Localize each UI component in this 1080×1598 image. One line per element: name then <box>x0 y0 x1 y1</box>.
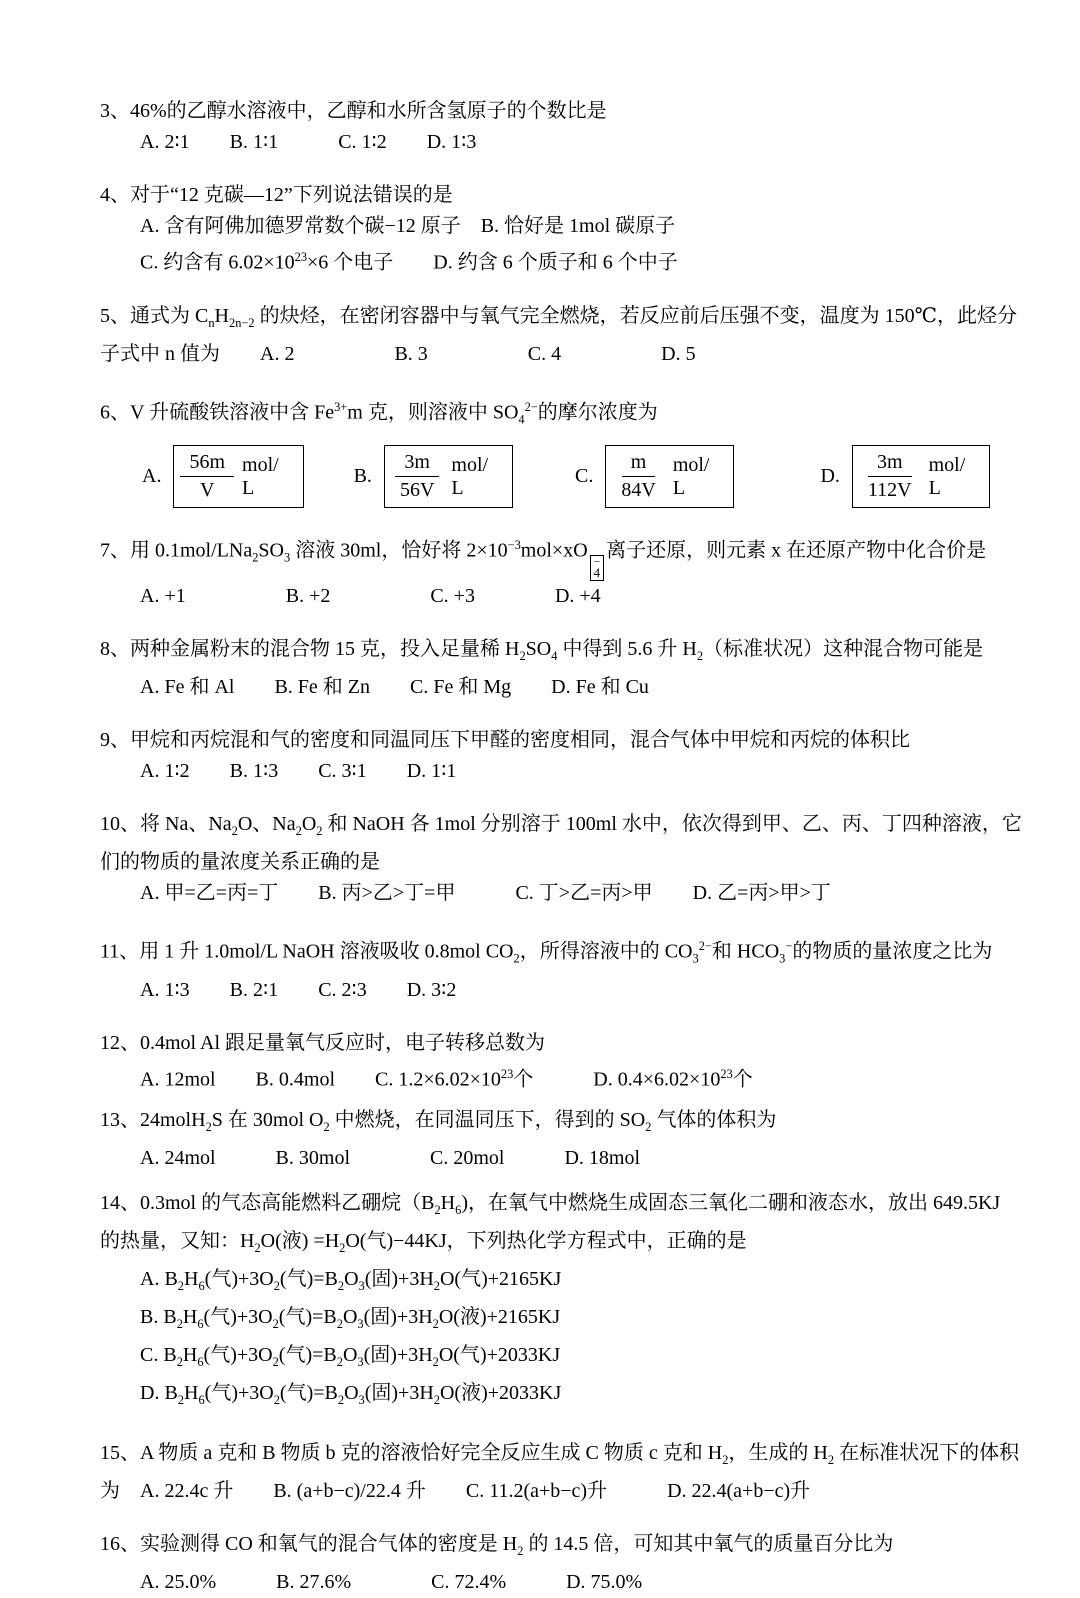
options-line: A. 1∶2 B. 1∶3 C. 3∶1 D. 1∶1 <box>140 759 457 782</box>
fraction-option <box>142 445 304 508</box>
stem-line: 8、两种金属粉末的混合物 15 克，投入足量稀 $H_2SO_4$ 中得到 5.6 升 $H_2$（标准状况）这种混合物可能是 <box>100 637 984 663</box>
options-line: A. 含有阿佛加德罗常数个碳−12 原子 B. 恰好是 1mol 碳原子 <box>140 215 676 237</box>
unit-label: mol/ L <box>672 453 710 499</box>
fraction <box>180 451 234 502</box>
option-letter: A. <box>142 465 162 488</box>
unit-label: mol/ L <box>928 453 966 499</box>
options-line: A. 25.0% B. 27.6% C. 72.4% D. 75.0% <box>140 1571 643 1594</box>
stem-continuation-with-options-line: 为 A. 22.4c 升 B. (a+b−c)/22.4 升 C. 11.2(a+b−c)升 D. 22.4(a+b−c)升 <box>100 1480 811 1503</box>
question-15 <box>100 1438 1020 1507</box>
options-line: A. +1 B. +2 C. +3 D. +4 <box>140 584 601 607</box>
options-line: C. 约含有 $6.02\times 10^{23}\times 6$ 个电子 D. 约含 6 个质子和 6 个中子 <box>140 250 678 274</box>
fraction-box <box>173 445 303 508</box>
stem-line: 11、用 1 升 1.0mol/L NaOH 溶液吸收 0.8mol $CO_2$，所得溶液中的 $CO_3^{2-}$和 $HCO_3^-$的物质的量浓度之比为 <box>100 938 993 966</box>
fraction-options-row <box>100 445 990 508</box>
options-line: A. 2∶1 B. 1∶1 C. 1∶2 D. 1∶3 <box>140 131 477 153</box>
denominator: V <box>200 479 215 502</box>
numerator: m <box>622 451 656 477</box>
question-5 <box>100 301 1017 370</box>
stem-line: 3、46%的乙醇水溶液中，乙醇和水所含氢原子的个数比是 <box>100 100 607 122</box>
question-7 <box>100 530 990 612</box>
numerator: 56m <box>180 451 234 477</box>
question-4 <box>100 180 990 279</box>
options-line: B. $B_2H_6$(气)$+3O_2$(气)$=B_2O_3$(固)$+3H_2O$(液)+2165KJ <box>140 1306 561 1332</box>
fraction <box>391 451 443 502</box>
stem-line: 15、A 物质 a 克和 B 物质 b 克的溶液恰好完全反应生成 C 物质 c 克和 $H_2$，生成的 $H_2$ 在标准状况下的体积 <box>100 1442 1020 1468</box>
stem-line: 6、V 升硫酸铁溶液中含 $Fe^{3+}m$ 克，则溶液中 $SO_4^{2-}$的摩尔浓度为 <box>100 399 658 427</box>
option-letter: D. <box>820 465 840 488</box>
fraction-box <box>605 445 734 508</box>
option-letter: B. <box>353 465 372 488</box>
question-6 <box>100 392 990 509</box>
question-10 <box>100 809 1022 909</box>
question-3 <box>100 96 990 158</box>
option-letter: C. <box>575 465 594 488</box>
question-9 <box>100 725 990 787</box>
denominator: 56V <box>399 479 435 502</box>
stem-line: 7、用 $0.1mol/LNa_2SO_3$ 溶液 30ml，恰好将 $2\times 10^{-3}mol\times xO$ − 4 离子还原，则元素 x 在还原产物中化合价是 <box>100 538 987 580</box>
stem-line: 5、通式为 $C_nH_{2n-2}$ 的炔烃，在密闭容器中与氧气完全燃烧，若反应前后压强不变，温度为 150℃，此烃分 <box>100 304 1017 330</box>
stem-line: 4、对于“12 克碳—12”下列说法错误的是 <box>100 184 453 206</box>
unit-label: mol/ L <box>451 453 489 499</box>
stem-continuation-line: 的热量，又知：$H_2O$(液) $=H_2O$(气)−44KJ，下列热化学方程式中，正确的是 <box>100 1230 747 1256</box>
fraction-option <box>820 445 990 508</box>
options-line: A. 1∶3 B. 2∶1 C. 2∶3 D. 3∶2 <box>140 978 457 1001</box>
stem-continuation-line: 们的物质的量浓度关系正确的是 <box>100 850 380 873</box>
options-line: A. $B_2H_6$(气)$+3O_2$(气)$=B_2O_3$(固)$+3H_2O$(气)+2165KJ <box>140 1268 562 1294</box>
options-line: C. $B_2H_6$(气)$+3O_2$(气)$=B_2O_3$(固)$+3H_2O$(气)+2033KJ <box>140 1344 561 1370</box>
stem-line: 13、24molH$_2$S 在 30mol $O_2$ 中燃烧，在同温同压下，得到的 $SO_2$ 气体的体积为 <box>100 1109 777 1135</box>
stem-line: 14、0.3mol 的气态高能燃料乙硼烷$(B_2H_6)$，在氧气中燃烧生成固态三氧化二硼和液态水，放出 649.5KJ <box>100 1192 1001 1218</box>
options-line: D. $B_2H_6$(气)$+3O_2$(气)$=B_2O_3$(固)$+3H_2O$(液)+2033KJ <box>140 1382 562 1408</box>
question-14 <box>100 1188 1001 1416</box>
denominator: 84V <box>621 479 656 502</box>
fraction-option <box>354 445 513 508</box>
fraction-box <box>384 445 513 508</box>
question-13 <box>100 1105 990 1174</box>
options-line: A. Fe 和 Al B. Fe 和 Zn C. Fe 和 Mg D. Fe 和 Cu <box>140 675 649 698</box>
fraction <box>612 451 664 502</box>
fraction <box>859 451 921 502</box>
stem-continuation-with-options-line: 子式中 n 值为 A. 2 B. 3 C. 4 D. 5 <box>100 342 696 365</box>
options-line: A. 甲=乙=丙=丁 B. 丙>乙>丁=甲 C. 丁>乙=丙>甲 D. 乙=丙>甲>丁 <box>140 881 831 904</box>
question-8 <box>100 634 990 703</box>
question-16 <box>100 1529 990 1598</box>
numerator: 3m <box>395 451 439 477</box>
stem-line: 12、0.4mol Al 跟足量氧气反应时，电子转移总数为 <box>100 1031 546 1054</box>
numerator: 3m <box>868 451 912 477</box>
denominator: 112V <box>867 479 912 502</box>
question-11 <box>100 931 993 1006</box>
stem-line: 9、甲烷和丙烷混和气的密度和同温同压下甲醛的密度相同，混合气体中甲烷和丙烷的体积比 <box>100 728 910 751</box>
question-12 <box>100 1028 990 1096</box>
stem-line: 16、实验测得 CO 和氧气的混合气体的密度是 $H_2$ 的 14.5 倍，可知其中氧气的质量百分比为 <box>100 1533 894 1559</box>
options-line: A. 24mol B. 30mol C. 20mol D. 18mol <box>140 1147 641 1170</box>
stem-line: 10、将 Na、$Na_2O$、$Na_2O_2$ 和 NaOH 各 1mol 分别溶于 100ml 水中，依次得到甲、乙、丙、丁四种溶液，它 <box>100 812 1022 838</box>
options-line: A. 12mol B. 0.4mol C. $1.2\times 6.02\times 10^{23}$个 D. $0.4\times 6.02\times 10^{23}$个 <box>140 1066 753 1091</box>
fraction-option <box>575 445 734 508</box>
fraction-box <box>852 445 990 508</box>
unit-label: mol/ L <box>242 453 279 499</box>
